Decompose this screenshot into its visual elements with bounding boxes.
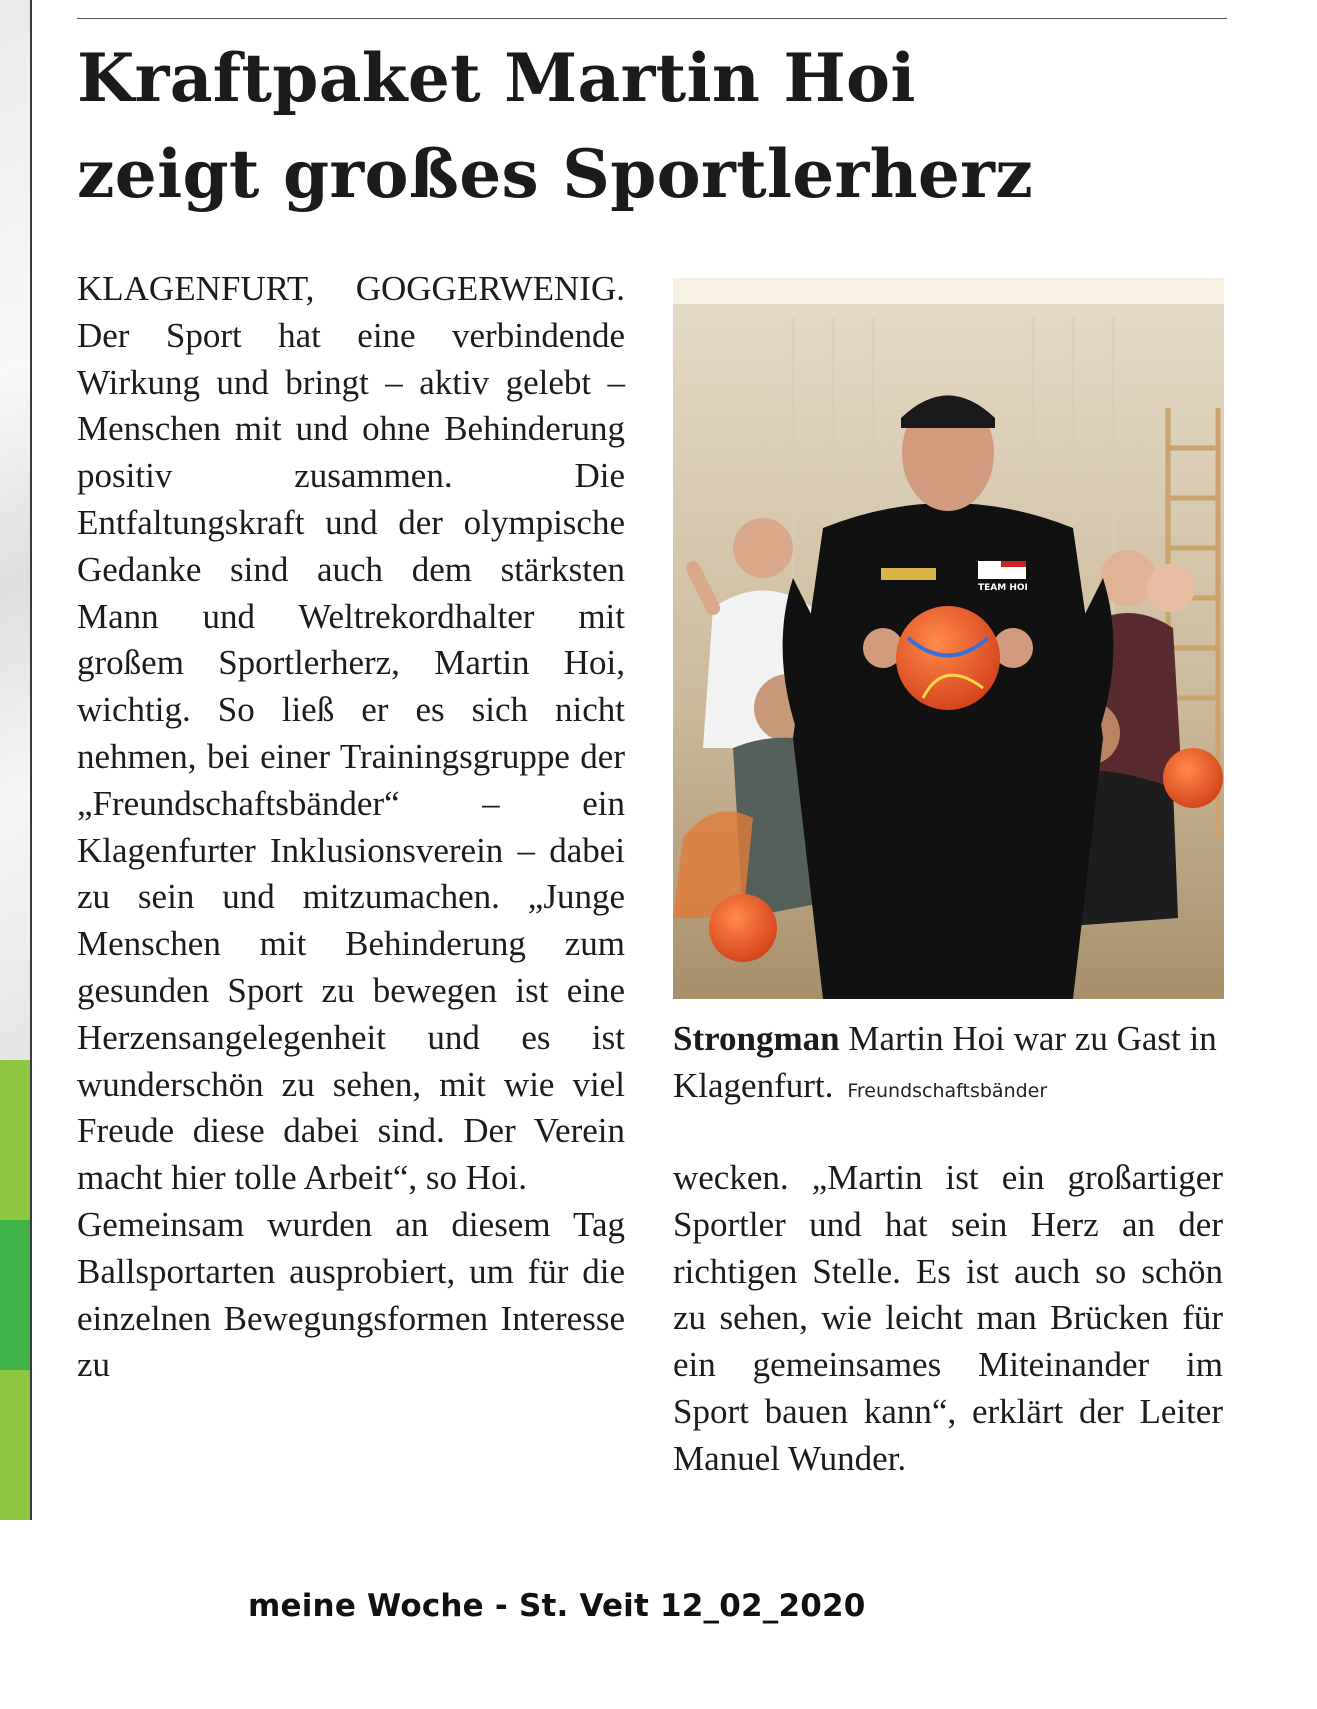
shirt-sponsor-logo: [881, 568, 936, 580]
shirt-team-text: TEAM HOI: [978, 583, 1028, 593]
article-column-right: [673, 1155, 1223, 1483]
photo-caption: [673, 1015, 1233, 1115]
held-ball: [896, 606, 1000, 710]
headline-line-2: zeigt großes Sportlerherz: [77, 135, 1034, 213]
photo-credit: Freundschaftsbänder: [847, 1080, 1048, 1102]
caption-text: Martin Hoi war zu Gast in Klagenfurt.: [673, 1019, 1217, 1105]
source-footer: meine Woche - St. Veit 12_02_2020: [248, 1588, 866, 1624]
article-headline: [77, 30, 1237, 222]
floor-ball: [709, 894, 777, 962]
headline-line-1: Kraftpaket Martin Hoi: [77, 39, 916, 117]
page-edge-strip: [0, 0, 32, 1520]
article-photo: [673, 278, 1224, 999]
page-edge-green-2: [0, 1220, 30, 1370]
article-column-left: [77, 266, 625, 1389]
article-paragraph-3: wecken. „Martin ist ein großartiger Sportler und hat sein Herz an der richtigen Stelle. Es ist auch so schön zu sehen, wie leicht man Brücken für ein gemeinsames Miteinander im Sport bauen kann“, erklärt der Leiter Manuel Wunder.: [673, 1158, 1223, 1478]
page-edge-green-3: [0, 1370, 30, 1520]
page-edge-green-1: [0, 1060, 30, 1220]
article-paragraph-1: KLAGENFURT, GOGGERWENIG. Der Sport hat eine verbindende Wirkung und bringt – aktiv gelebt – Menschen mit und ohne Behinderung positiv zusammen. Die Entfaltungskraft und der olympische Gedanke sind auch dem stärksten Mann und Weltrekordhalter mit großem Sportlerherz, Martin Hoi, wichtig. So ließ er es sich nicht nehmen, bei einer Trainingsgruppe der „Freundschaftsbänder“ – ein Klagenfurter Inklusionsverein – dabei zu sein und mitzumachen. „Junge Menschen mit Behinderung zum gesunden Sport zu bewegen ist eine Herzensangelegenheit und es ist wunderschön zu sehen, mit wie viel Freude diese dabei sind. Der Verein macht hier tolle Arbeit“, so Hoi.: [77, 269, 625, 1198]
page-edge-grey: [0, 0, 30, 1060]
caption-bold: Strongman: [673, 1019, 840, 1058]
article-paragraph-2: Gemeinsam wurden an diesem Tag Ballsportarten ausprobiert, um für die einzelnen Bewegungsformen Interesse zu: [77, 1204, 625, 1385]
ceiling-lights: [673, 278, 1224, 304]
photo-illustration: [673, 278, 1224, 999]
side-ball: [1163, 748, 1223, 808]
top-rule: [77, 18, 1227, 19]
